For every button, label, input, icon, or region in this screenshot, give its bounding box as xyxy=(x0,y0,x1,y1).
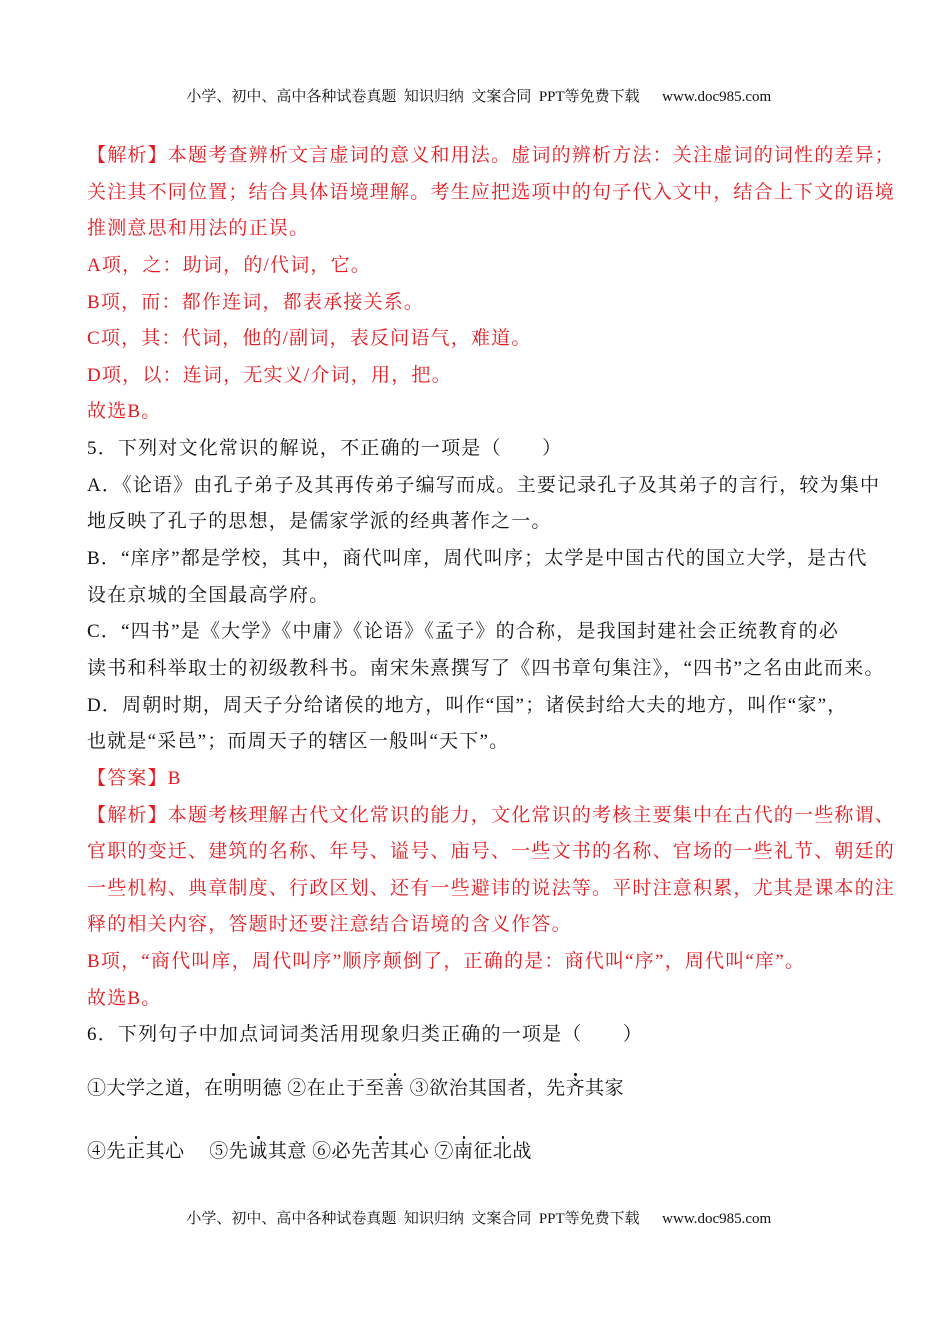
document-body xyxy=(87,138,896,1054)
header-site: www.doc985.com xyxy=(662,89,772,105)
page-footer xyxy=(0,1190,950,1228)
dotted-word: 北 xyxy=(492,1141,513,1162)
q5-analysis-line: 一些机构、典章制度、行政区划、还有一些避讳的说法等。平时注意积累，尤其是课本的注 xyxy=(87,877,896,899)
sentence-text: 其家 xyxy=(585,1078,625,1099)
q5-option-a: A．《论语》由孔子弟子及其再传弟子编写而成。主要记录孔子及其弟子的言行，较为集中 xyxy=(87,474,881,496)
q4-analysis-line: 【解析】本题考查辨析文言虚词的意义和用法。虚词的辨析方法：关注虚词的词性的差异； xyxy=(87,145,896,166)
q5-option-a-cont: 地反映了孔子的思想，是儒家学派的经典著作之一。 xyxy=(87,511,552,533)
q4-conclusion: 故选B。 xyxy=(87,401,162,423)
sentence-text: 其意 ⑥必先 xyxy=(267,1141,371,1162)
footer-site: www.doc985.com xyxy=(662,1211,772,1227)
q5-option-d-cont: 也就是“采邑”；而周天子的辖区一般叫“天下”。 xyxy=(87,731,510,753)
q5-option-d: D．周朝时期，周天子分给诸侯的地方，叫作“国”；诸侯封给大夫的地方，叫作“家”， xyxy=(87,694,848,716)
q4-option-d-note: D项，以：连词，无实义/介词，用，把。 xyxy=(87,364,452,386)
dotted-word: 正 xyxy=(126,1141,146,1162)
q5-option-b-cont: 设在京城的全国最高学府。 xyxy=(87,584,330,606)
q5-analysis-line: B项，“商代叫庠，周代叫序”顺序颠倒了，正确的是：商代叫“序”，周代叫“庠”。 xyxy=(87,951,806,973)
q6-stem: 6．下列句子中加点词词类活用现象归类正确的一项是（ ） xyxy=(87,1024,644,1046)
sentence-text: 征 xyxy=(473,1141,493,1162)
q5-analysis-line: 官职的变迁、建筑的名称、年号、谥号、庙号、一些文书的名称、官场的一些礼节、朝廷的 xyxy=(87,841,896,863)
header-text: 小学、初中、高中各种试卷真题 知识归纳 文案合同 PPT等免费下载 xyxy=(186,89,640,105)
q5-option-c-cont: 读书和科举取士的初级教科书。南宋朱熹撰写了《四书章句集注》，“四书”之名由此而来。 xyxy=(87,657,885,679)
q4-analysis-line: 关注其不同位置；结合具体语境理解。考生应把选项中的句子代入文中，结合上下文的语境 xyxy=(87,181,896,203)
q5-option-b: B．“庠序”都是学校，其中，商代叫庠，周代叫序；太学是中国古代的国立大学，是古代 xyxy=(87,548,868,570)
dotted-word: 齐 xyxy=(565,1078,586,1099)
dotted-word: 诚 xyxy=(248,1141,268,1162)
sentence-text: ①大学之道，在 xyxy=(87,1078,224,1099)
q5-conclusion: 故选B。 xyxy=(87,987,162,1009)
q6-sentences-line-1 xyxy=(87,1073,624,1100)
q4-option-a-note: A项，之：助词，的/代词，它。 xyxy=(87,254,372,276)
sentence-text: ③欲治其国者，先 xyxy=(404,1078,566,1099)
q5-stem: 5．下列对文化常识的解说，不正确的一项是（ ） xyxy=(87,438,563,460)
q4-option-b-note: B项，而：都作连词，都表承接关系。 xyxy=(87,291,425,313)
q5-answer: 【答案】B xyxy=(87,767,182,789)
sentence-text: 明德 ②在止于至 xyxy=(243,1078,385,1099)
sentence-text: ④先 xyxy=(87,1141,127,1162)
dotted-word: 南 xyxy=(453,1141,474,1162)
dotted-word: 苦 xyxy=(370,1141,391,1162)
footer-text: 小学、初中、高中各种试卷真题 知识归纳 文案合同 PPT等免费下载 xyxy=(186,1211,640,1227)
dotted-word: 善 xyxy=(384,1078,405,1099)
sentence-text: 其心 ⑦ xyxy=(390,1141,454,1162)
sentence-text: 其心 ⑤先 xyxy=(145,1141,249,1162)
q4-analysis-line: 推测意思和用法的正误。 xyxy=(87,218,310,240)
page-header xyxy=(0,68,950,106)
q5-option-c: C．“四书”是《大学》《中庸》《论语》《孟子》的合称，是我国封建社会正统教育的必 xyxy=(87,621,840,643)
q5-analysis-line: 释的相关内容，答题时还要注意结合语境的含义作答。 xyxy=(87,914,572,936)
q4-option-c-note: C项，其：代词，他的/副词，表反问语气，难道。 xyxy=(87,328,532,350)
dotted-word: 明 xyxy=(223,1078,244,1099)
q5-analysis-line: 【解析】本题考核理解古代文化常识的能力，文化常识的考核主要集中在古代的一些称谓、 xyxy=(87,804,896,826)
q6-sentences-line-2 xyxy=(87,1136,532,1163)
sentence-text: 战 xyxy=(512,1141,532,1162)
